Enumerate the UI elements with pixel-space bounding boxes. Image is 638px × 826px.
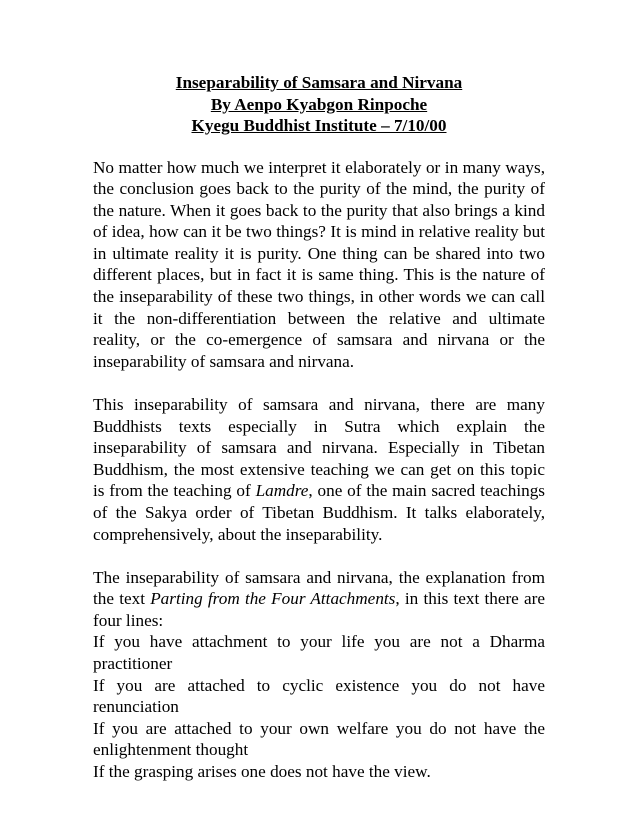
paragraph-1: No matter how much we interpret it elaborately or in many ways, the conclusion goes back to the purity of the mind, the purity of the nature. When it goes back to the purity that also brings a kind of idea, how can it be two things? It is mind in relative reality but in ultimate reality it is purity. One thing can be shared into two different places, but in fact it is same thing. This is the nature of the inseparability of these two things, in other words we can call it the non-differentiation between the relative and ultimate reality, or the co-emergence of samsara and nirvana or the inseparability of samsara and nirvana. — [93, 157, 545, 371]
verse-line-1: If you have attachment to your life you are not a Dharma practitioner — [93, 632, 545, 673]
paragraph-3 — [93, 567, 545, 783]
paragraph-2-text-a: This inseparability of samsara and nirvana, there are many Buddhists texts especially in Sutra which explain the inseparability of samsara and nirvana. Especially in Tibetan Buddhism, the most extensive teaching we can get on this topic is from the teaching of — [93, 394, 545, 501]
document-author: By Aenpo Kyabgon Rinpoche — [210, 94, 428, 114]
paragraph-3-italic-text-title: Parting from the Four Attachments — [150, 589, 396, 609]
paragraph-3-text-b: , in this text there are four lines: — [93, 589, 545, 630]
paragraph-2 — [93, 394, 545, 545]
document-header — [93, 72, 545, 137]
paragraph-2-text-b: , one of the main sacred teachings of the Sakya order of Tibetan Buddhism. It talks elaborately, comprehensively, about the inseparability. — [93, 481, 545, 544]
paragraph-2-italic-lamdre: Lamdre — [255, 481, 309, 501]
verse-line-2: If you are attached to cyclic existence you do not have renunciation — [93, 675, 545, 717]
verse-line-3: If you are attached to your own welfare you do not have the enlightenment thought — [93, 718, 545, 760]
paragraph-3-intro — [93, 567, 545, 632]
verse-line-4: If the grasping arises one does not have the view. — [93, 761, 431, 781]
paragraph-3-text-a: The inseparability of samsara and nirvana, the explanation from the text — [93, 567, 545, 609]
document-title: Inseparability of Samsara and Nirvana — [175, 73, 463, 92]
document-institute-date: Kyegu Buddhist Institute – 7/10/00 — [191, 116, 447, 135]
